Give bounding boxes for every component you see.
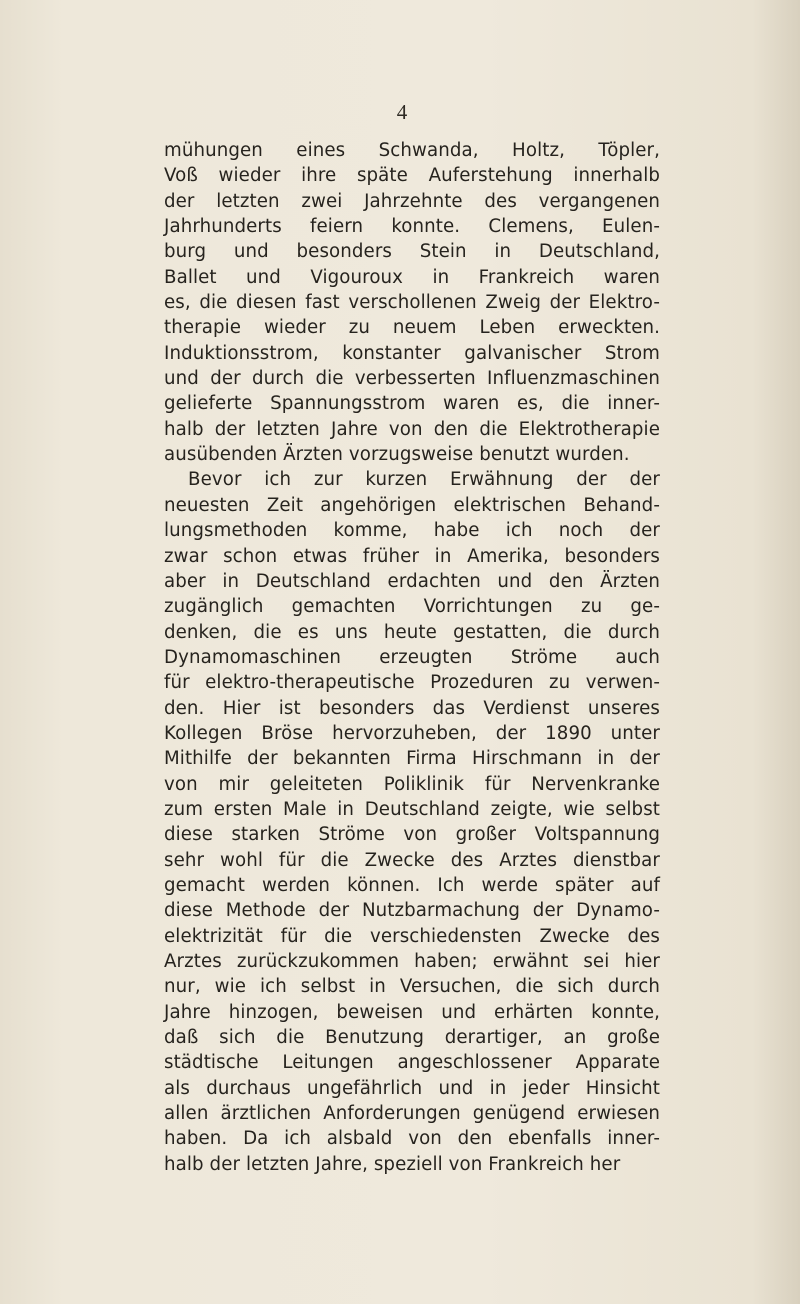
text-line: städtische Leitungen angeschlossener Apparate <box>164 1052 660 1074</box>
text-line: der letzten zwei Jahrzehnte des vergangenen <box>164 190 660 212</box>
text-line: und der durch die verbesserten Influenzmaschinen <box>164 368 660 390</box>
text-line: für elektro-therapeutische Prozeduren zu verwen- <box>164 672 660 694</box>
text-line: Kollegen Bröse hervorzuheben, der 1890 unter <box>164 722 660 744</box>
text-line: zum ersten Male in Deutschland zeigte, wie selbst <box>164 798 660 820</box>
text-line: allen ärztlichen Anforderungen genügend erwiesen <box>164 1103 660 1125</box>
text-line: Induktionsstrom, konstanter galvanischer Strom <box>164 342 660 364</box>
text-line: mühungen eines Schwanda, Holtz, Töpler, <box>164 140 660 161</box>
text-line: gelieferte Spannungsstrom waren es, die inner- <box>164 393 660 415</box>
text-line: halb der letzten Jahre, speziell von Frankreich her <box>164 1153 621 1175</box>
text-line: Mithilfe der bekannten Firma Hirschmann in der <box>164 748 660 770</box>
text-line: Jahrhunderts feiern konnte. Clemens, Eulen- <box>164 216 660 238</box>
text-line: den. Hier ist besonders das Verdienst unseres <box>164 697 660 719</box>
text-line: elektrizität für die verschiedensten Zwecke des <box>164 925 660 947</box>
text-line: als durchaus ungefährlich und in jeder Hinsicht <box>164 1077 660 1099</box>
text-line: burg und besonders Stein in Deutschland, <box>164 241 660 263</box>
text-line: ausübenden Ärzten vorzugsweise benutzt wurden. <box>164 444 630 466</box>
text-line: neuesten Zeit angehörigen elektrischen Behand- <box>164 494 660 516</box>
text-line: daß sich die Benutzung derartiger, an große <box>164 1027 660 1049</box>
text-line: es, die diesen fast verschollenen Zweig der Elektro- <box>164 292 660 314</box>
text-line: diese Methode der Nutzbarmachung der Dynamo- <box>164 900 660 922</box>
text-line: sehr wohl für die Zwecke des Arztes dienstbar <box>164 849 660 871</box>
text-line: Voß wieder ihre späte Auferstehung innerhalb <box>164 165 660 187</box>
text-line: von mir geleiteten Poliklinik für Nervenkranke <box>164 773 660 795</box>
text-line: denken, die es uns heute gestatten, die durch <box>164 621 660 643</box>
text-line: zwar schon etwas früher in Amerika, besonders <box>164 545 660 567</box>
text-line: haben. Da ich alsbald von den ebenfalls inner- <box>164 1128 660 1150</box>
text-line: Jahre hinzogen, beweisen und erhärten konnte, <box>164 1001 660 1023</box>
text-line: nur, wie ich selbst in Versuchen, die sich durch <box>164 976 660 998</box>
text-line: halb der letzten Jahre von den die Elektrotherapie <box>164 418 660 440</box>
text-line: Ballet und Vigouroux in Frankreich waren <box>164 266 660 288</box>
text-line: Dynamomaschinen erzeugten Ströme auch <box>164 646 660 668</box>
text-line: lungsmethoden komme, habe ich noch der <box>164 520 660 542</box>
text-line: zugänglich gemachten Vorrichtungen zu ge- <box>164 596 660 618</box>
page-number: 4 <box>396 100 408 124</box>
text-line: aber in Deutschland erdachten und den Ärzten <box>164 570 660 592</box>
text-line: Bevor ich zur kurzen Erwähnung der der <box>188 469 660 491</box>
body-text <box>164 138 660 1177</box>
text-line: gemacht werden können. Ich werde später auf <box>164 874 660 896</box>
text-line: therapie wieder zu neuem Leben erweckten. <box>164 317 660 339</box>
text-line: Arztes zurückzukommen haben; erwähnt sei hier <box>164 951 660 972</box>
text-line: diese starken Ströme von großer Voltspannung <box>164 824 660 846</box>
